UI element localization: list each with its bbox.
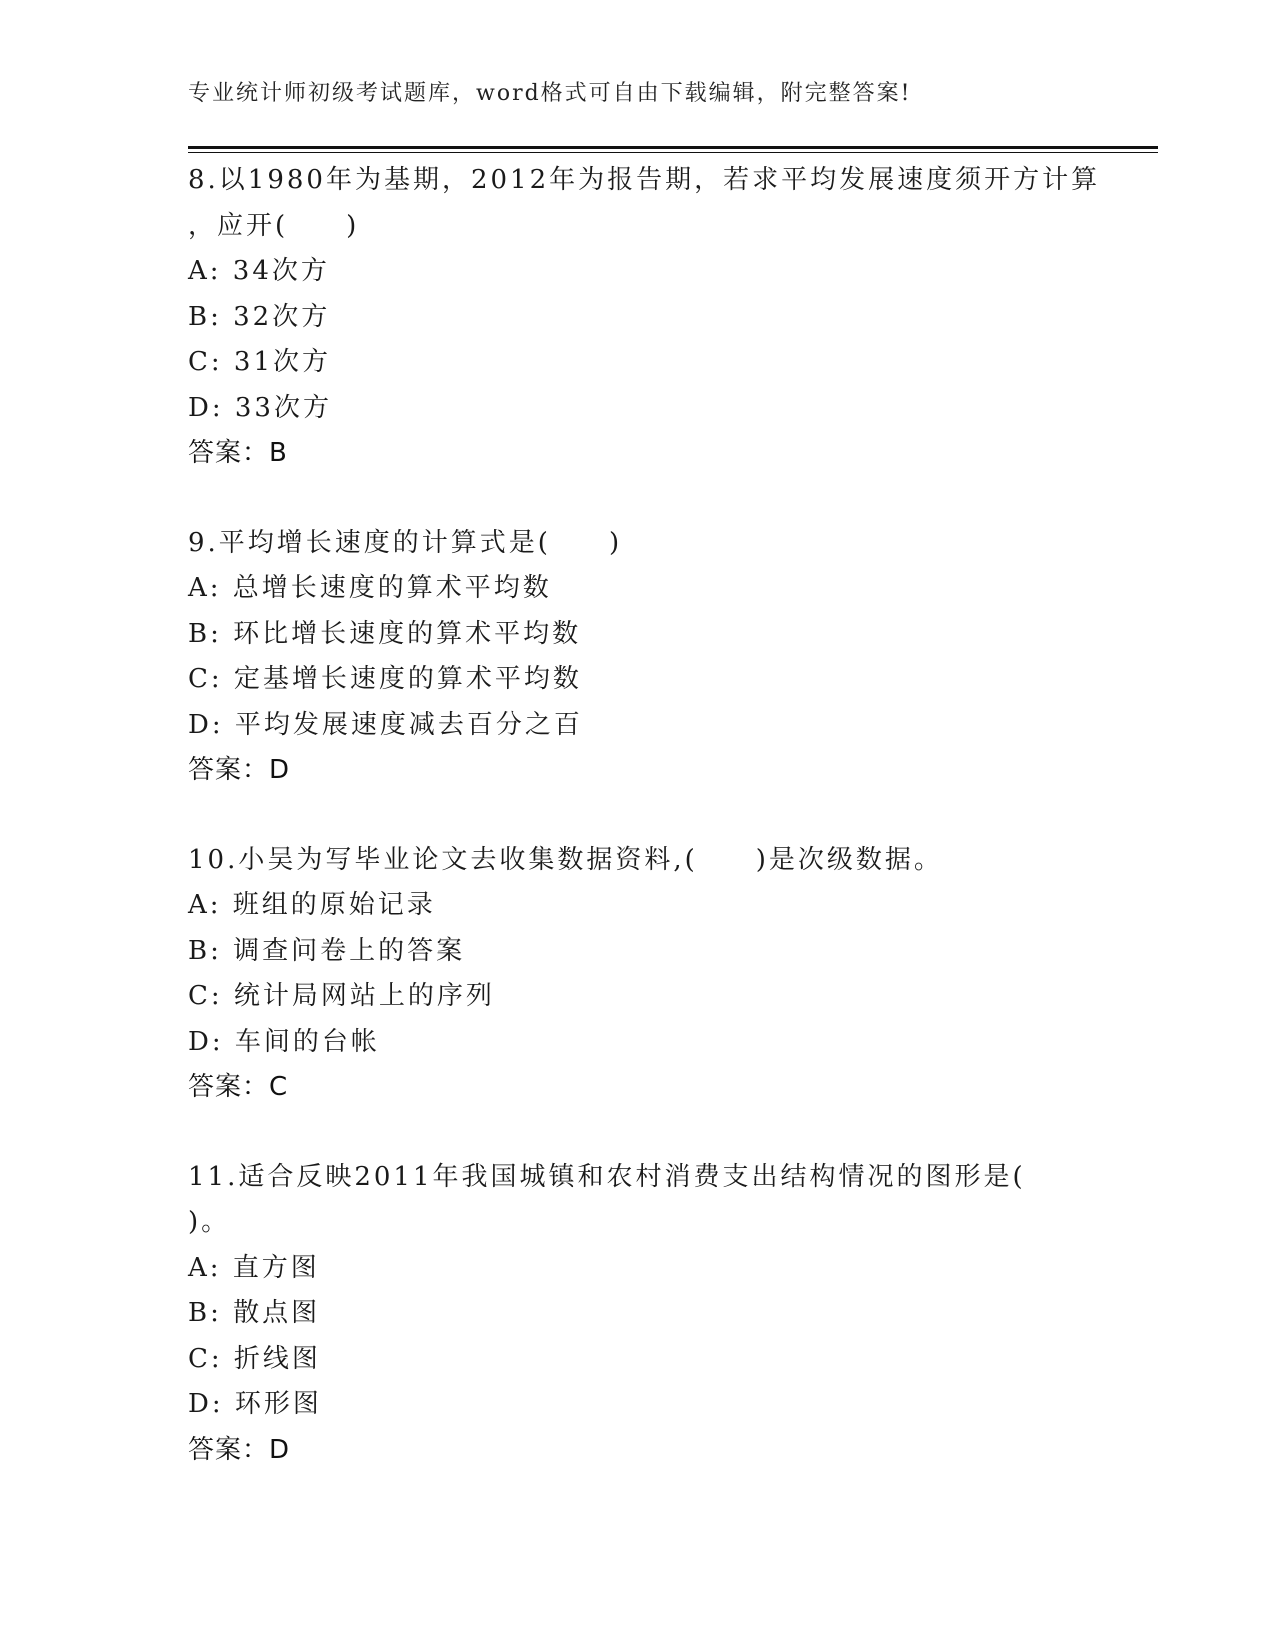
- option-c: C: 统计局网站上的序列: [188, 981, 495, 1011]
- option-d: D: 车间的台帐: [188, 1026, 380, 1057]
- option-b: B: 32次方: [188, 301, 331, 332]
- question-11: [188, 1155, 1148, 1474]
- header-rule-thick: [188, 146, 1158, 149]
- question-9: [188, 521, 1148, 794]
- option-c: C: 31次方: [188, 347, 332, 377]
- option-d: D: 33次方: [188, 392, 332, 423]
- option-d: D: 环形图: [188, 1389, 322, 1419]
- question-stem-line: ，应开( ): [188, 210, 360, 241]
- option-c: C: 定基增长速度的算术平均数: [188, 664, 582, 694]
- option-c: C: 折线图: [188, 1343, 321, 1374]
- option-a: A: 班组的原始记录: [188, 890, 436, 920]
- option-a: A: 34次方: [188, 256, 330, 286]
- question-stem-line: 11.适合反映2011年我国城镇和农村消费支出结构情况的图形是(: [188, 1161, 1026, 1192]
- answer-label: 答案：D: [188, 1434, 291, 1465]
- option-b: B: 调查问卷上的答案: [188, 935, 466, 966]
- option-d: D: 平均发展速度减去百分之百: [188, 709, 583, 740]
- question-stem-line: 8.以1980年为基期，2012年为报告期，若求平均发展速度须开方计算: [188, 165, 1101, 195]
- question-10: [188, 838, 1148, 1111]
- option-b: B: 环比增长速度的算术平均数: [188, 618, 582, 649]
- question-list: [188, 158, 1148, 1517]
- header-rule-thin: [188, 152, 1158, 153]
- answer-label: 答案：D: [188, 755, 291, 785]
- question-stem-line: 10.小吴为写毕业论文去收集数据资料,( )是次级数据。: [188, 844, 943, 875]
- answer-label: 答案：C: [188, 1072, 289, 1102]
- option-b: B: 散点图: [188, 1298, 321, 1328]
- question-stem-line: 9.平均增长速度的计算式是( ): [188, 527, 623, 558]
- question-8: [188, 158, 1148, 477]
- option-a: A: 总增长速度的算术平均数: [188, 573, 552, 603]
- option-a: A: 直方图: [188, 1252, 320, 1283]
- answer-label: 答案：B: [188, 438, 288, 468]
- question-stem-line: )。: [188, 1207, 231, 1237]
- header-note: 专业统计师初级考试题库，word格式可自由下载编辑，附完整答案!: [188, 81, 912, 106]
